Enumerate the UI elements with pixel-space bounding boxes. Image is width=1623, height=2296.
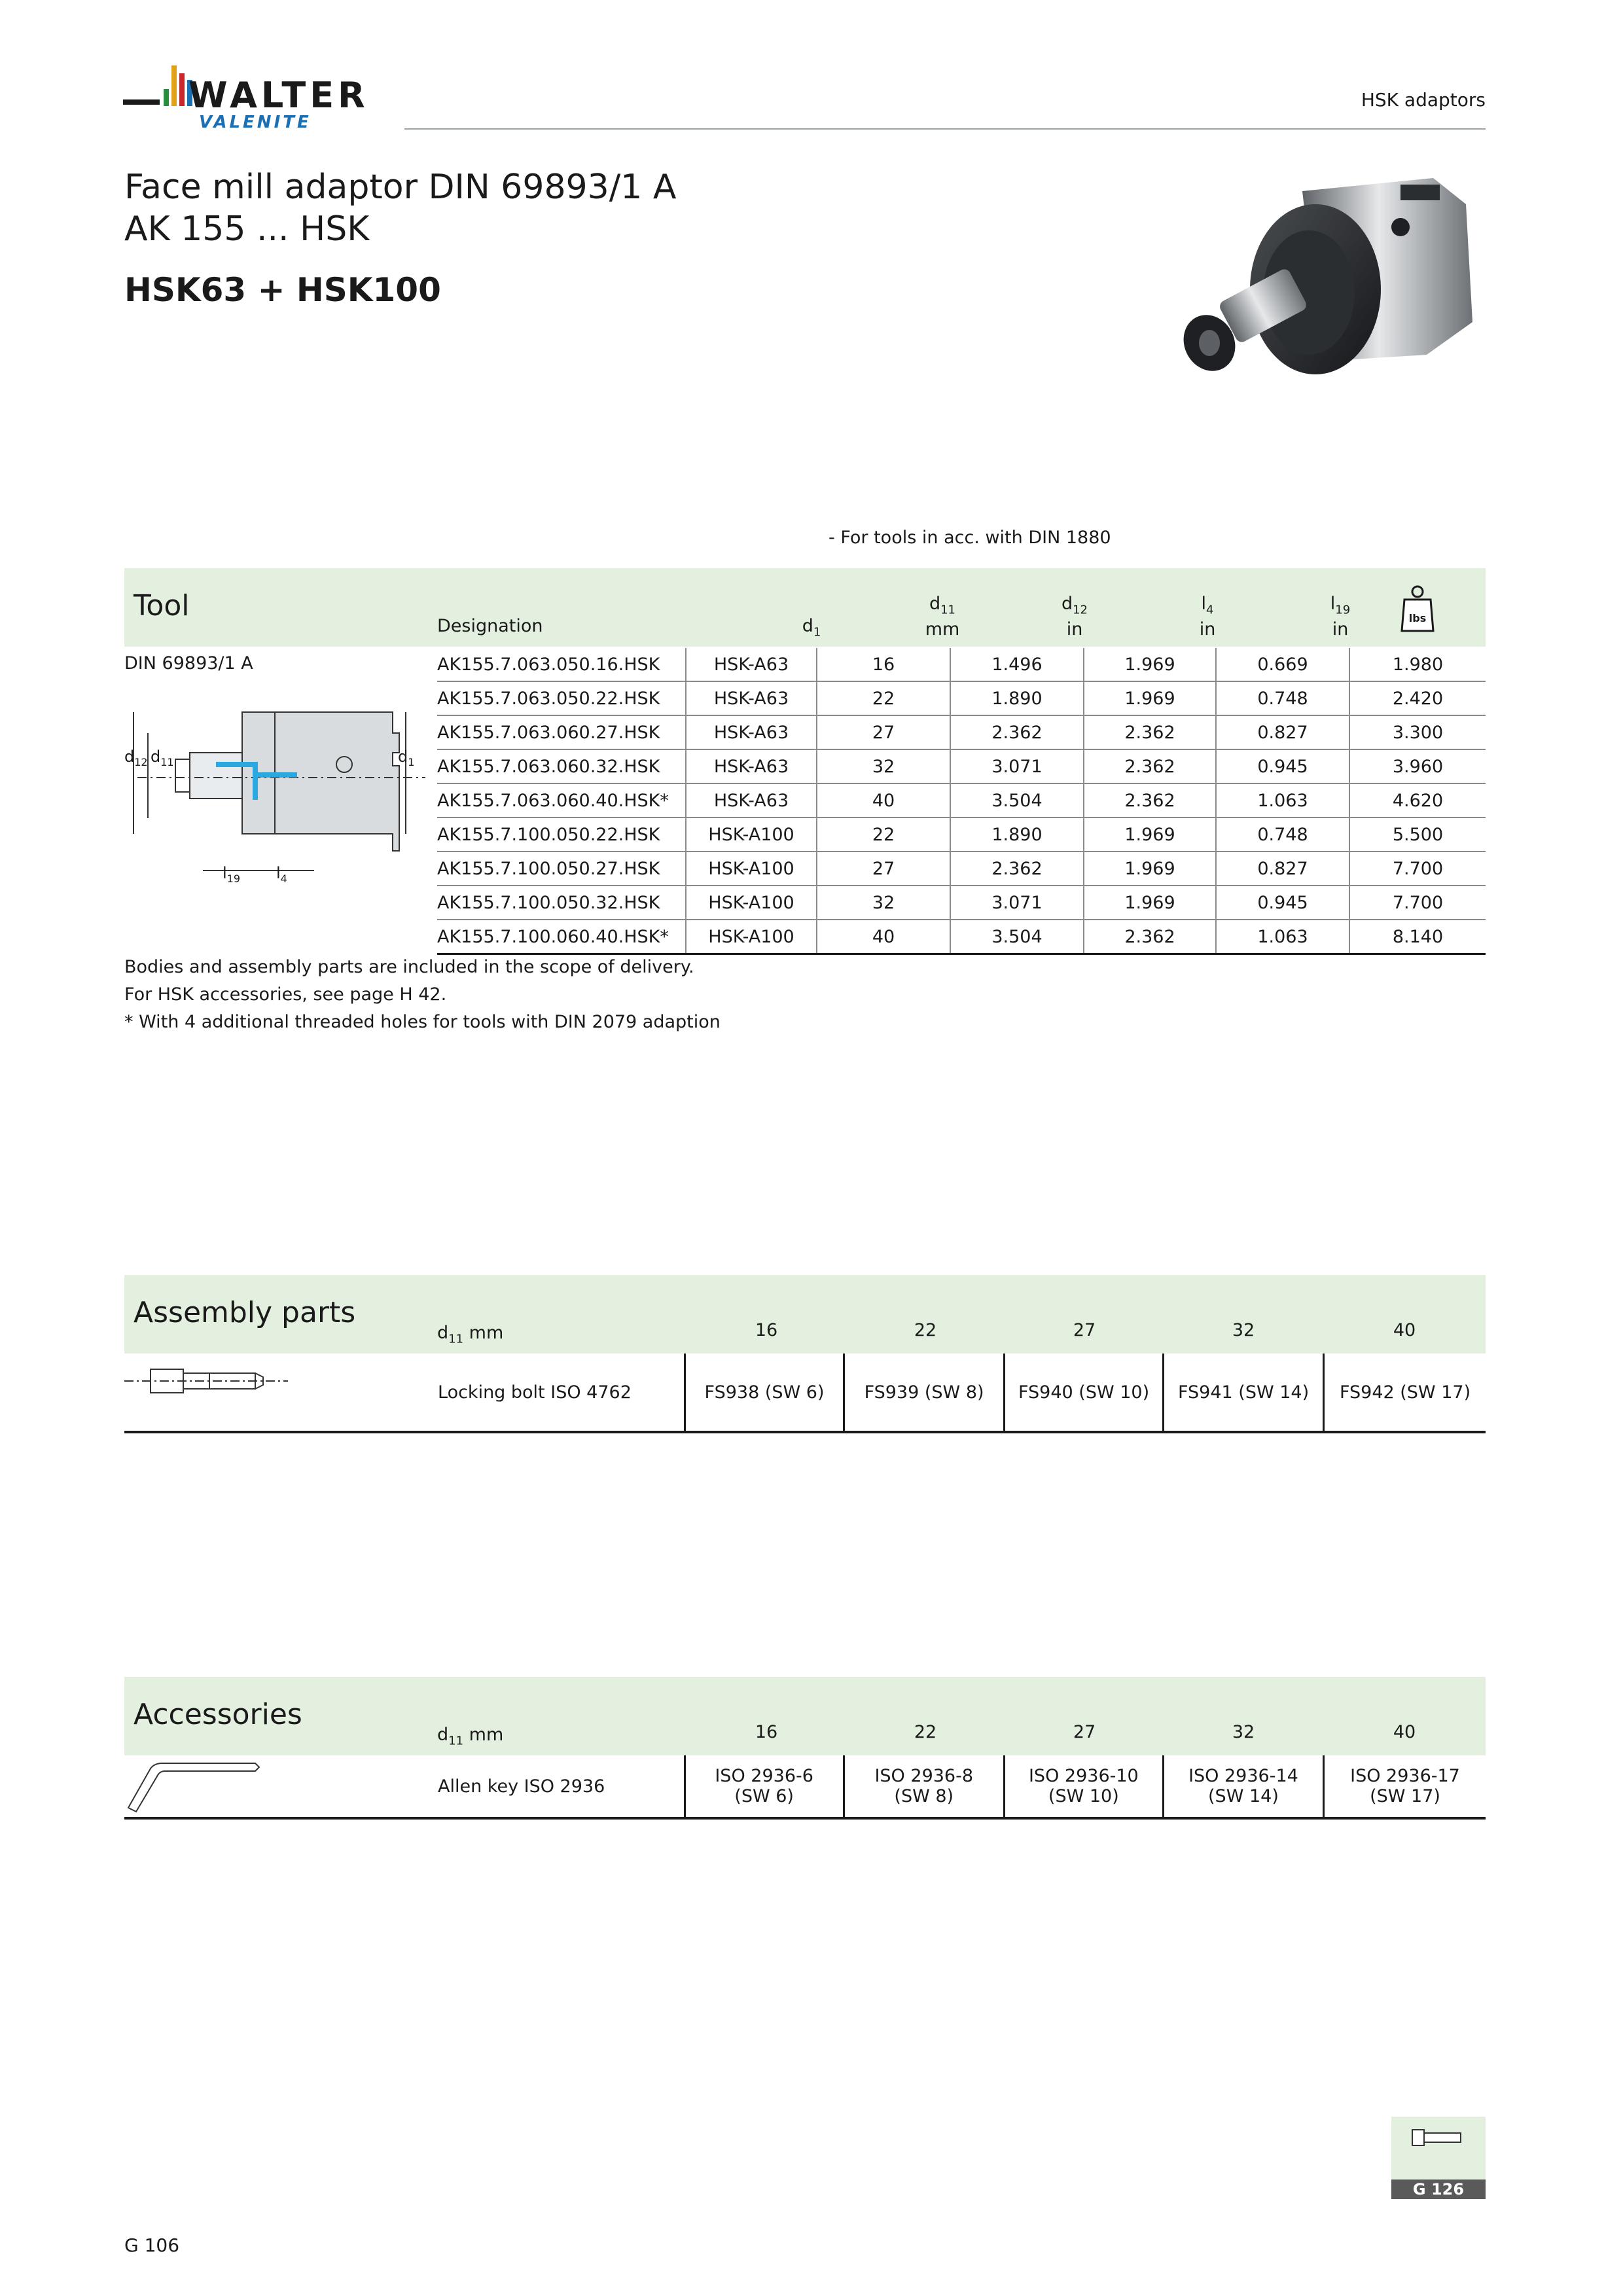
- value-cell: HSK-A63: [686, 715, 817, 749]
- value-cell: 0.669: [1216, 648, 1349, 681]
- page-number: G 106: [124, 2234, 180, 2256]
- value-cell: 3.960: [1349, 749, 1486, 783]
- value-cell: 0.748: [1216, 817, 1349, 852]
- page-title-variants: HSK63 + HSK100: [124, 271, 441, 309]
- value-cell: 8.140: [1349, 920, 1486, 954]
- value-cell: 0.827: [1216, 852, 1349, 886]
- footnote-scope: Bodies and assembly parts are included in the scope of delivery.: [124, 957, 694, 977]
- designation-cell: AK155.7.063.050.16.HSK: [437, 648, 686, 681]
- locking-bolt-icon: [124, 1361, 294, 1401]
- assembly-bottom-rule: [124, 1431, 1486, 1433]
- product-photo: [1152, 165, 1486, 407]
- value-cell: HSK-A63: [686, 648, 817, 681]
- col-d11: $d_{11}$ mm: [925, 594, 960, 640]
- accessories-header-band: [124, 1677, 1486, 1755]
- assembly-table: [437, 1354, 1486, 1431]
- value-cell: 1.969: [1084, 886, 1216, 920]
- value-cell: 1.890: [950, 681, 1084, 715]
- designation-cell: AK155.7.100.050.32.HSK: [437, 886, 686, 920]
- assembly-value: FS942 (SW 17): [1324, 1354, 1486, 1431]
- value-cell: HSK-A63: [686, 783, 817, 817]
- accessories-value: ISO 2936-17 (SW 17): [1323, 1755, 1486, 1817]
- value-cell: 7.700: [1349, 886, 1486, 920]
- value-cell: 40: [817, 783, 950, 817]
- value-cell: HSK-A100: [686, 886, 817, 920]
- value-cell: 22: [817, 817, 950, 852]
- allen-key-icon: [124, 1755, 268, 1814]
- value-cell: 1.969: [1084, 681, 1216, 715]
- accessories-size-16: 16: [755, 1722, 778, 1742]
- value-cell: 1.890: [950, 817, 1084, 852]
- accessories-row-label: Allen key ISO 2936: [438, 1776, 605, 1797]
- value-cell: 27: [817, 715, 950, 749]
- assembly-value: FS940 (SW 10): [1005, 1354, 1164, 1431]
- tool-table: [437, 648, 1486, 955]
- assembly-heading: Assembly parts: [134, 1296, 356, 1329]
- accessories-size-32: 32: [1232, 1722, 1255, 1742]
- accessories-size-22: 22: [914, 1722, 937, 1742]
- value-cell: 1.063: [1216, 783, 1349, 817]
- assembly-size-32: 32: [1232, 1320, 1255, 1340]
- svg-text:d12: $d_{12}$: [124, 747, 148, 768]
- value-cell: 1.969: [1084, 852, 1216, 886]
- accessories-col-d11: $d_{11}$ mm: [437, 1725, 504, 1748]
- svg-text:lbs: lbs: [1408, 612, 1427, 624]
- designation-cell: AK155.7.063.060.32.HSK: [437, 749, 686, 783]
- value-cell: 2.362: [1084, 783, 1216, 817]
- value-cell: 3.071: [950, 886, 1084, 920]
- value-cell: 27: [817, 852, 950, 886]
- section-label: HSK adaptors: [1361, 89, 1486, 111]
- accessories-value: ISO 2936-14 (SW 14): [1163, 1755, 1323, 1817]
- technical-drawing: [124, 681, 438, 890]
- value-cell: 1.980: [1349, 648, 1486, 681]
- assembly-size-40: 40: [1393, 1320, 1416, 1340]
- value-cell: 2.362: [1084, 715, 1216, 749]
- svg-text:d11: $d_{11}$: [151, 747, 174, 768]
- col-l19: $l_{19}$ in: [1330, 594, 1351, 640]
- accessories-size-27: 27: [1073, 1722, 1096, 1742]
- svg-text:l4: $l_4$: [276, 864, 287, 885]
- weight-icon: [1398, 583, 1437, 635]
- col-l4: $l_4$ in: [1199, 594, 1216, 640]
- accessories-size-40: 40: [1393, 1722, 1416, 1742]
- svg-text:l19: $l_{19}$: [223, 864, 241, 885]
- designation-cell: AK155.7.063.050.22.HSK: [437, 681, 686, 715]
- footnote-asterisk: * With 4 additional threaded holes for tools with DIN 2079 adaption: [124, 1012, 721, 1032]
- value-cell: 7.700: [1349, 852, 1486, 886]
- bolt-icon: [1411, 2126, 1466, 2149]
- value-cell: 32: [817, 749, 950, 783]
- designation-cell: AK155.7.100.050.27.HSK: [437, 852, 686, 886]
- footnote-accessories-link: For HSK accessories, see page H 42.: [124, 984, 447, 1005]
- value-cell: HSK-A100: [686, 817, 817, 852]
- value-cell: 3.504: [950, 920, 1084, 954]
- page-reference-label[interactable]: G 126: [1391, 2179, 1486, 2199]
- value-cell: 32: [817, 886, 950, 920]
- logo-valenite-text: VALENITE: [199, 113, 312, 132]
- value-cell: HSK-A63: [686, 749, 817, 783]
- assembly-size-27: 27: [1073, 1320, 1096, 1340]
- col-d1: $d_1$: [802, 616, 821, 639]
- accessories-table: [437, 1755, 1486, 1817]
- value-cell: 1.063: [1216, 920, 1349, 954]
- table-row: [437, 817, 1486, 852]
- value-cell: 2.362: [1084, 920, 1216, 954]
- designation-cell: AK155.7.063.060.27.HSK: [437, 715, 686, 749]
- assembly-col-d11: $d_{11}$ mm: [437, 1323, 504, 1346]
- value-cell: 2.362: [950, 852, 1084, 886]
- designation-cell: AK155.7.100.060.40.HSK*: [437, 920, 686, 954]
- accessories-value: ISO 2936-10 (SW 10): [1004, 1755, 1163, 1817]
- accessories-bottom-rule: [124, 1817, 1486, 1820]
- col-d12: $d_{12}$ in: [1061, 594, 1088, 640]
- value-cell: 0.827: [1216, 715, 1349, 749]
- value-cell: 1.496: [950, 648, 1084, 681]
- din-note: - For tools in acc. with DIN 1880: [829, 528, 1111, 548]
- logo-mark-icon: [123, 60, 195, 132]
- value-cell: 3.504: [950, 783, 1084, 817]
- value-cell: 22: [817, 681, 950, 715]
- value-cell: HSK-A100: [686, 920, 817, 954]
- value-cell: 3.300: [1349, 715, 1486, 749]
- designation-cell: AK155.7.100.050.22.HSK: [437, 817, 686, 852]
- page-title-line2: AK 155 ... HSK: [124, 209, 370, 249]
- assembly-size-22: 22: [914, 1320, 937, 1340]
- designation-cell: AK155.7.063.060.40.HSK*: [437, 783, 686, 817]
- value-cell: 0.748: [1216, 681, 1349, 715]
- table-row: [437, 852, 1486, 886]
- assembly-value: FS939 (SW 8): [844, 1354, 1005, 1431]
- value-cell: 0.945: [1216, 749, 1349, 783]
- table-row: [437, 749, 1486, 783]
- assembly-value: FS941 (SW 14): [1164, 1354, 1324, 1431]
- tool-header-band: [124, 568, 1486, 647]
- value-cell: 1.969: [1084, 648, 1216, 681]
- value-cell: 0.945: [1216, 886, 1349, 920]
- logo-walter-text: WALTER: [188, 75, 369, 116]
- assembly-value: FS938 (SW 6): [685, 1354, 844, 1431]
- value-cell: 5.500: [1349, 817, 1486, 852]
- table-row: [437, 715, 1486, 749]
- header-divider: [404, 128, 1486, 130]
- value-cell: 2.362: [1084, 749, 1216, 783]
- assembly-header-band: [124, 1275, 1486, 1354]
- value-cell: 40: [817, 920, 950, 954]
- table-row: [437, 648, 1486, 681]
- table-row: [437, 886, 1486, 920]
- page-reference-tab[interactable]: [1391, 2117, 1486, 2179]
- page-title-line1: Face mill adaptor DIN 69893/1 A: [124, 168, 677, 207]
- value-cell: HSK-A63: [686, 681, 817, 715]
- accessories-value: ISO 2936-6 (SW 6): [685, 1755, 844, 1817]
- table-row: [437, 681, 1486, 715]
- value-cell: 3.071: [950, 749, 1084, 783]
- value-cell: 2.420: [1349, 681, 1486, 715]
- svg-text:d1: $d_1$: [398, 747, 415, 768]
- assembly-row-label: Locking bolt ISO 4762: [438, 1382, 632, 1403]
- assembly-size-16: 16: [755, 1320, 778, 1340]
- table-row: [437, 783, 1486, 817]
- value-cell: 1.969: [1084, 817, 1216, 852]
- value-cell: 4.620: [1349, 783, 1486, 817]
- value-cell: HSK-A100: [686, 852, 817, 886]
- tool-heading: Tool: [134, 589, 190, 622]
- brand-logo: [123, 60, 404, 132]
- table-row: [437, 920, 1486, 954]
- din-standard-label: DIN 69893/1 A: [124, 653, 253, 673]
- value-cell: 2.362: [950, 715, 1084, 749]
- accessories-value: ISO 2936-8 (SW 8): [844, 1755, 1004, 1817]
- accessories-heading: Accessories: [134, 1698, 302, 1731]
- col-designation: Designation: [437, 616, 543, 636]
- value-cell: 16: [817, 648, 950, 681]
